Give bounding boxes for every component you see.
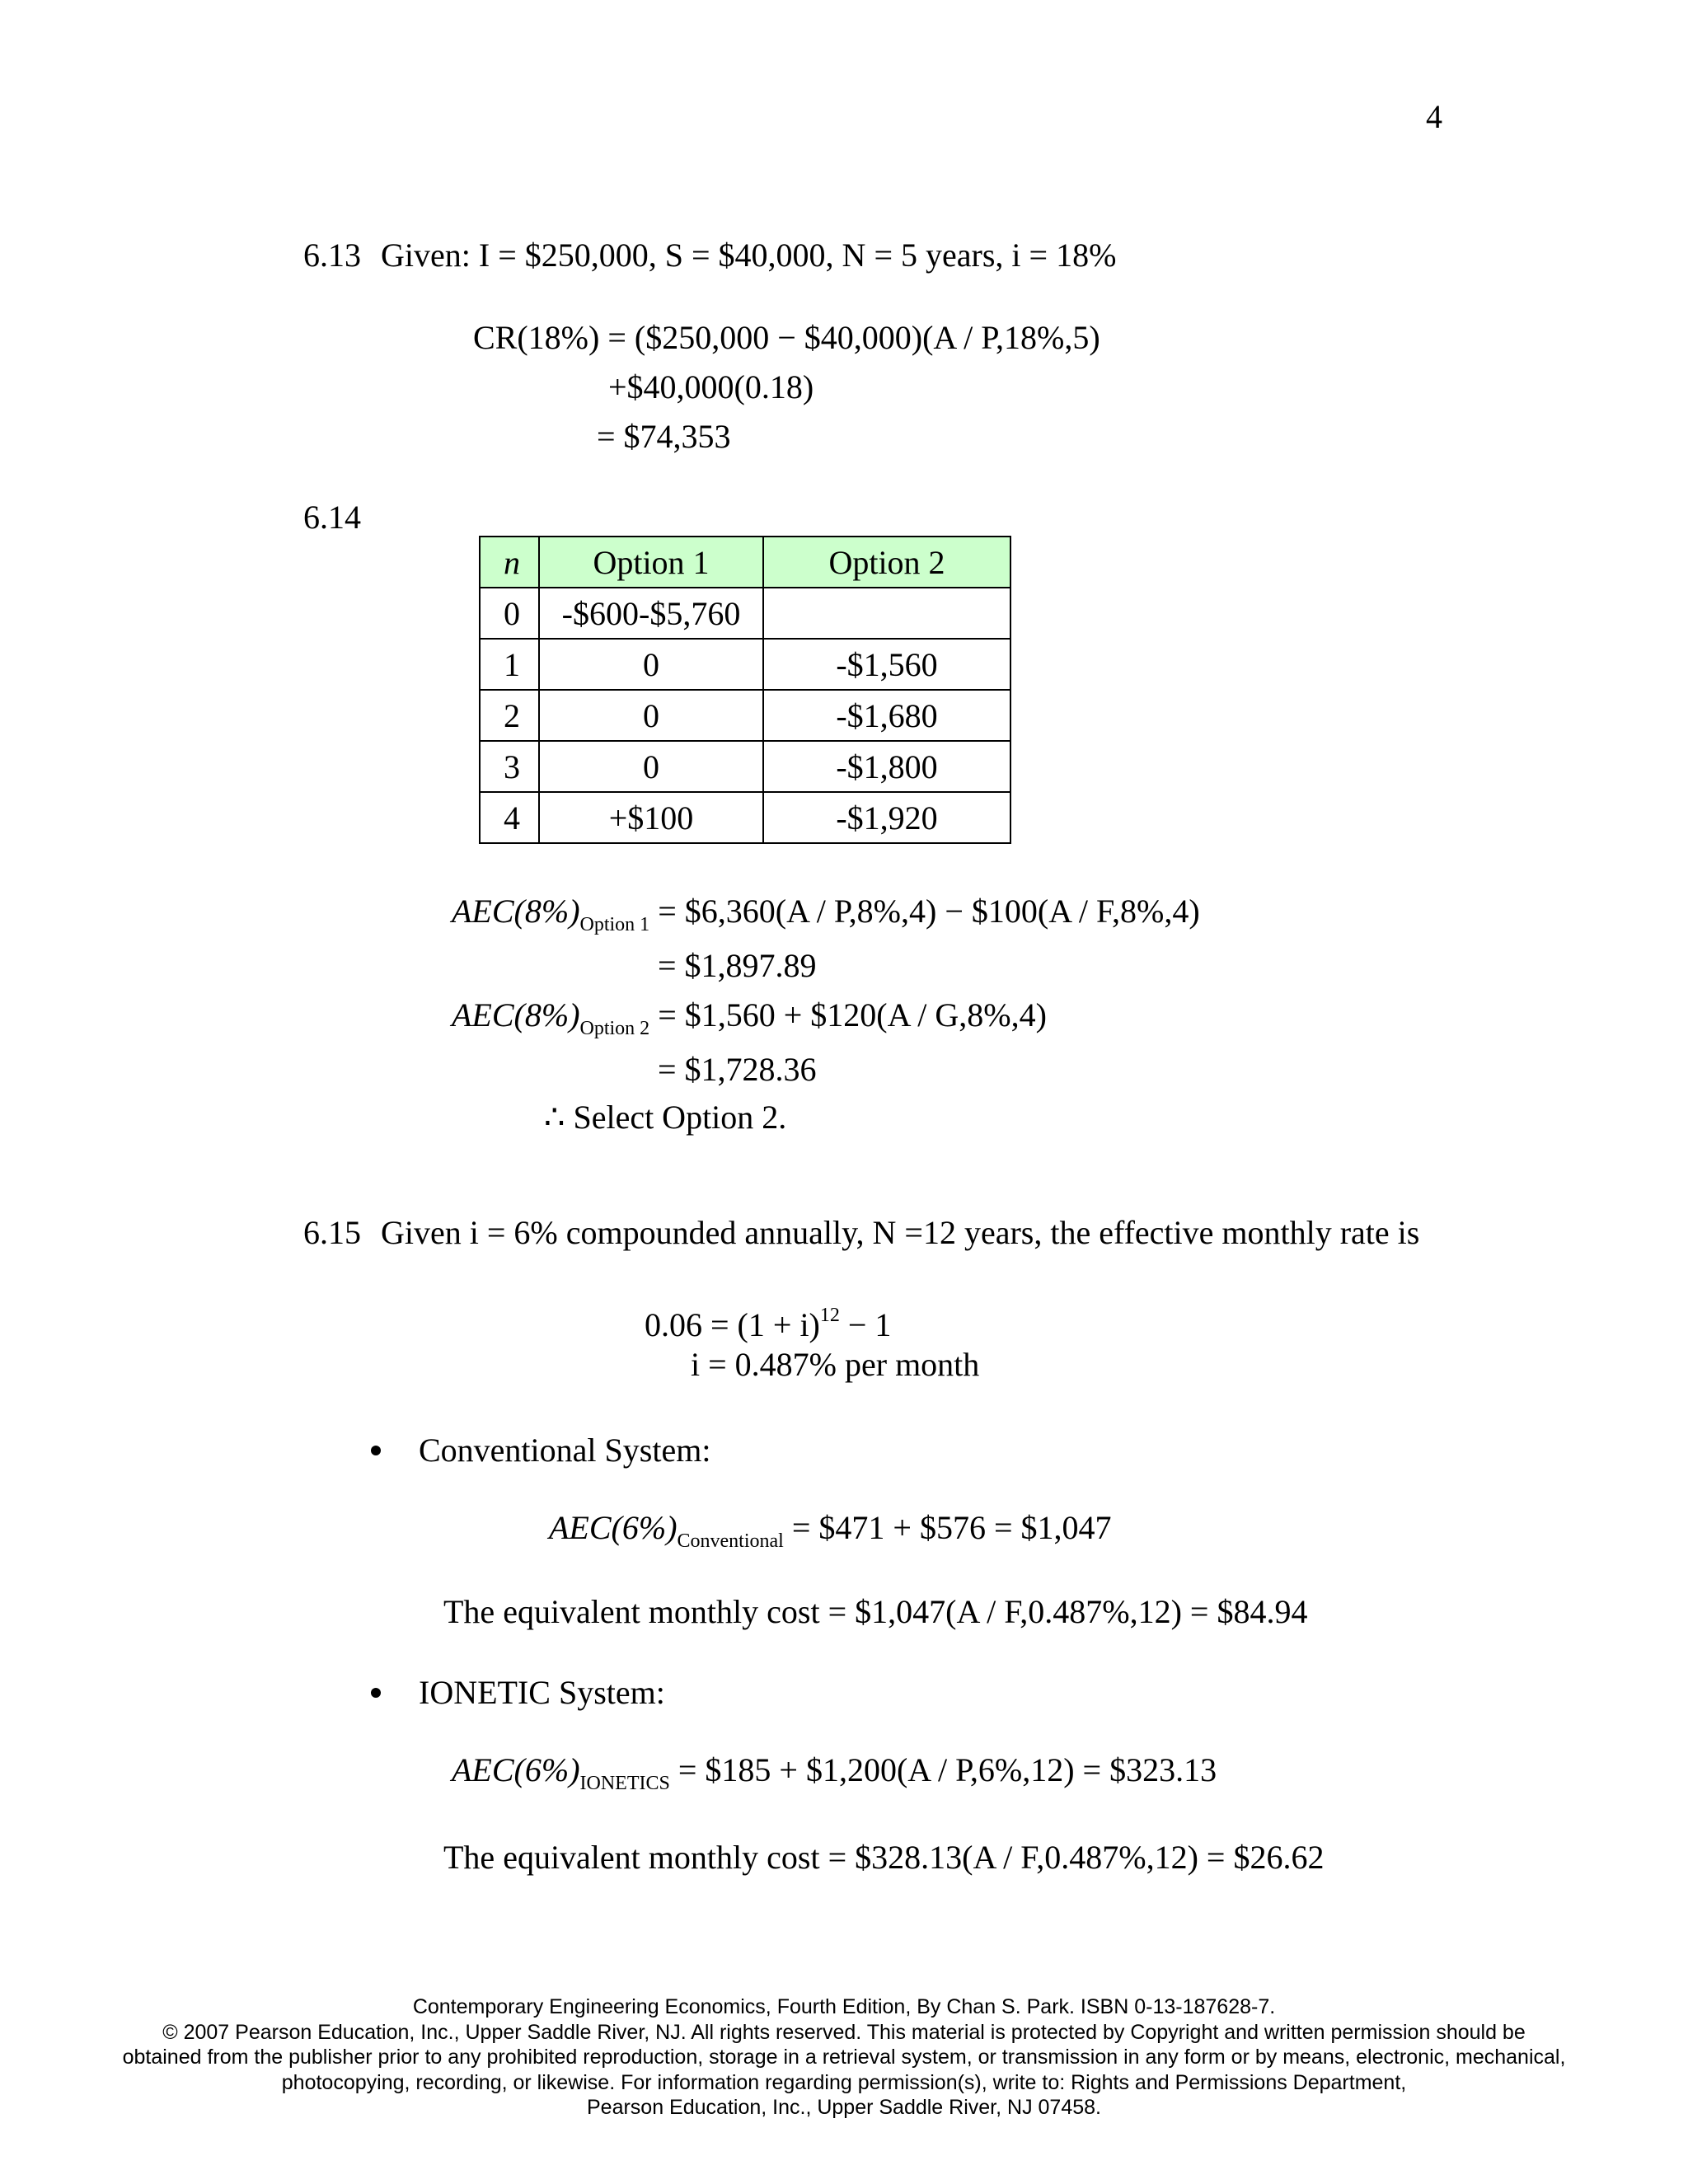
aec-option-1-subscript: Option 1	[579, 914, 650, 935]
ionetic-heading: IONETIC System:	[419, 1674, 665, 1711]
aec-conventional-subscript: Conventional	[677, 1530, 784, 1552]
cell-n: 2	[480, 690, 539, 741]
problem-6-13-given: Given: I = $250,000, S = $40,000, N = 5 years, i = 18%	[381, 237, 1117, 274]
aec-ionetics-subscript: IONETICS	[579, 1773, 670, 1794]
cell-option-1: 0	[539, 690, 763, 741]
header-n: n	[480, 537, 539, 588]
footer-line: Contemporary Engineering Economics, Fourth Edition, By Chan S. Park. ISBN 0-13-187628-7.	[412, 1995, 1276, 2018]
aec-option-2-lhs: AEC(8%)	[452, 996, 580, 1033]
cell-option-2	[763, 588, 1010, 639]
cell-option-2: -$1,560	[763, 639, 1010, 690]
aec-option-2-rhs: = $1,560 + $120(A / G,8%,4)	[658, 996, 1047, 1033]
table-row	[480, 792, 1010, 843]
aec-option-2-result: = $1,728.36	[658, 1051, 817, 1088]
monthly-rate-result: i = 0.487% per month	[691, 1346, 980, 1383]
monthly-rate-lhs: 0.06 = (1 + i)	[645, 1306, 820, 1343]
monthly-rate-minus-one: − 1	[839, 1306, 892, 1343]
aec-conventional-lhs: AEC(6%)	[549, 1509, 678, 1546]
bullet-icon	[371, 1446, 381, 1455]
footer-line: photocopying, recording, or likewise. For information regarding permission(s), write to: Rights and Permissions Department,	[281, 2070, 1407, 2094]
footer-line: obtained from the publisher prior to any prohibited reproduction, storage in a retrieval system, or transmission in any form or by means, electronic, mechanical,	[122, 2046, 1566, 2069]
aec-conventional-equation	[549, 1508, 1112, 1561]
monthly-rate-exponent: 12	[819, 1305, 840, 1326]
cr-equation-line-2: +$40,000(0.18)	[608, 368, 814, 405]
conventional-monthly-cost: The equivalent monthly cost = $1,047(A / F,0.487%,12) = $84.94	[443, 1593, 1308, 1630]
footer-line: Pearson Education, Inc., Upper Saddle River, NJ 07458.	[587, 2096, 1101, 2119]
cell-option-2: -$1,920	[763, 792, 1010, 843]
aec-conventional-rhs: = $471 + $576 = $1,047	[791, 1509, 1112, 1546]
copyright-footer	[0, 1994, 1688, 2121]
aec-option-2-equation	[452, 996, 1047, 1048]
header-option-1: Option 1	[539, 537, 763, 588]
bullet-icon	[371, 1688, 381, 1698]
problem-label-6-15: 6.15	[303, 1214, 361, 1251]
conventional-heading: Conventional System:	[419, 1432, 711, 1469]
cell-n: 3	[480, 741, 539, 792]
cr-equation-result: = $74,353	[597, 418, 731, 455]
aec-option-1-result: = $1,897.89	[658, 947, 817, 984]
cell-option-1: -$600-$5,760	[539, 588, 763, 639]
cashflow-table	[479, 536, 1011, 844]
cell-option-1: 0	[539, 741, 763, 792]
ionetic-monthly-cost: The equivalent monthly cost = $328.13(A / F,0.487%,12) = $26.62	[443, 1839, 1325, 1876]
footer-line: © 2007 Pearson Education, Inc., Upper Saddle River, NJ. All rights reserved. This material is protected by Copyright and written permission should be	[162, 2020, 1526, 2044]
cell-option-2: -$1,800	[763, 741, 1010, 792]
table-row	[480, 690, 1010, 741]
problem-6-15-intro: Given i = 6% compounded annually, N =12 years, the effective monthly rate is	[381, 1214, 1420, 1251]
table-row	[480, 741, 1010, 792]
aec-option-2-subscript: Option 2	[579, 1018, 650, 1039]
cell-option-1: 0	[539, 639, 763, 690]
cell-n: 0	[480, 588, 539, 639]
page-number: 4	[1426, 98, 1442, 135]
aec-ionetics-equation	[452, 1750, 1217, 1803]
cell-n: 1	[480, 639, 539, 690]
cell-option-1: +$100	[539, 792, 763, 843]
header-option-2: Option 2	[763, 537, 1010, 588]
table-row	[480, 588, 1010, 639]
aec-option-1-equation	[452, 892, 1200, 944]
table-header-row	[480, 537, 1010, 588]
cell-option-2: -$1,680	[763, 690, 1010, 741]
table-row	[480, 639, 1010, 690]
cr-equation-line-1: CR(18%) = ($250,000 − $40,000)(A / P,18%,5)	[473, 319, 1100, 356]
problem-label-6-13: 6.13	[303, 237, 361, 274]
aec-ionetics-lhs: AEC(6%)	[452, 1751, 580, 1788]
conclusion-text: ∴ Select Option 2.	[544, 1099, 787, 1136]
aec-option-1-rhs: = $6,360(A / P,8%,4) − $100(A / F,8%,4)	[658, 893, 1200, 930]
aec-ionetics-rhs: = $185 + $1,200(A / P,6%,12) = $323.13	[678, 1751, 1217, 1788]
aec-option-1-lhs: AEC(8%)	[452, 893, 580, 930]
monthly-rate-equation	[645, 1296, 891, 1345]
problem-label-6-14: 6.14	[303, 499, 361, 536]
cell-n: 4	[480, 792, 539, 843]
